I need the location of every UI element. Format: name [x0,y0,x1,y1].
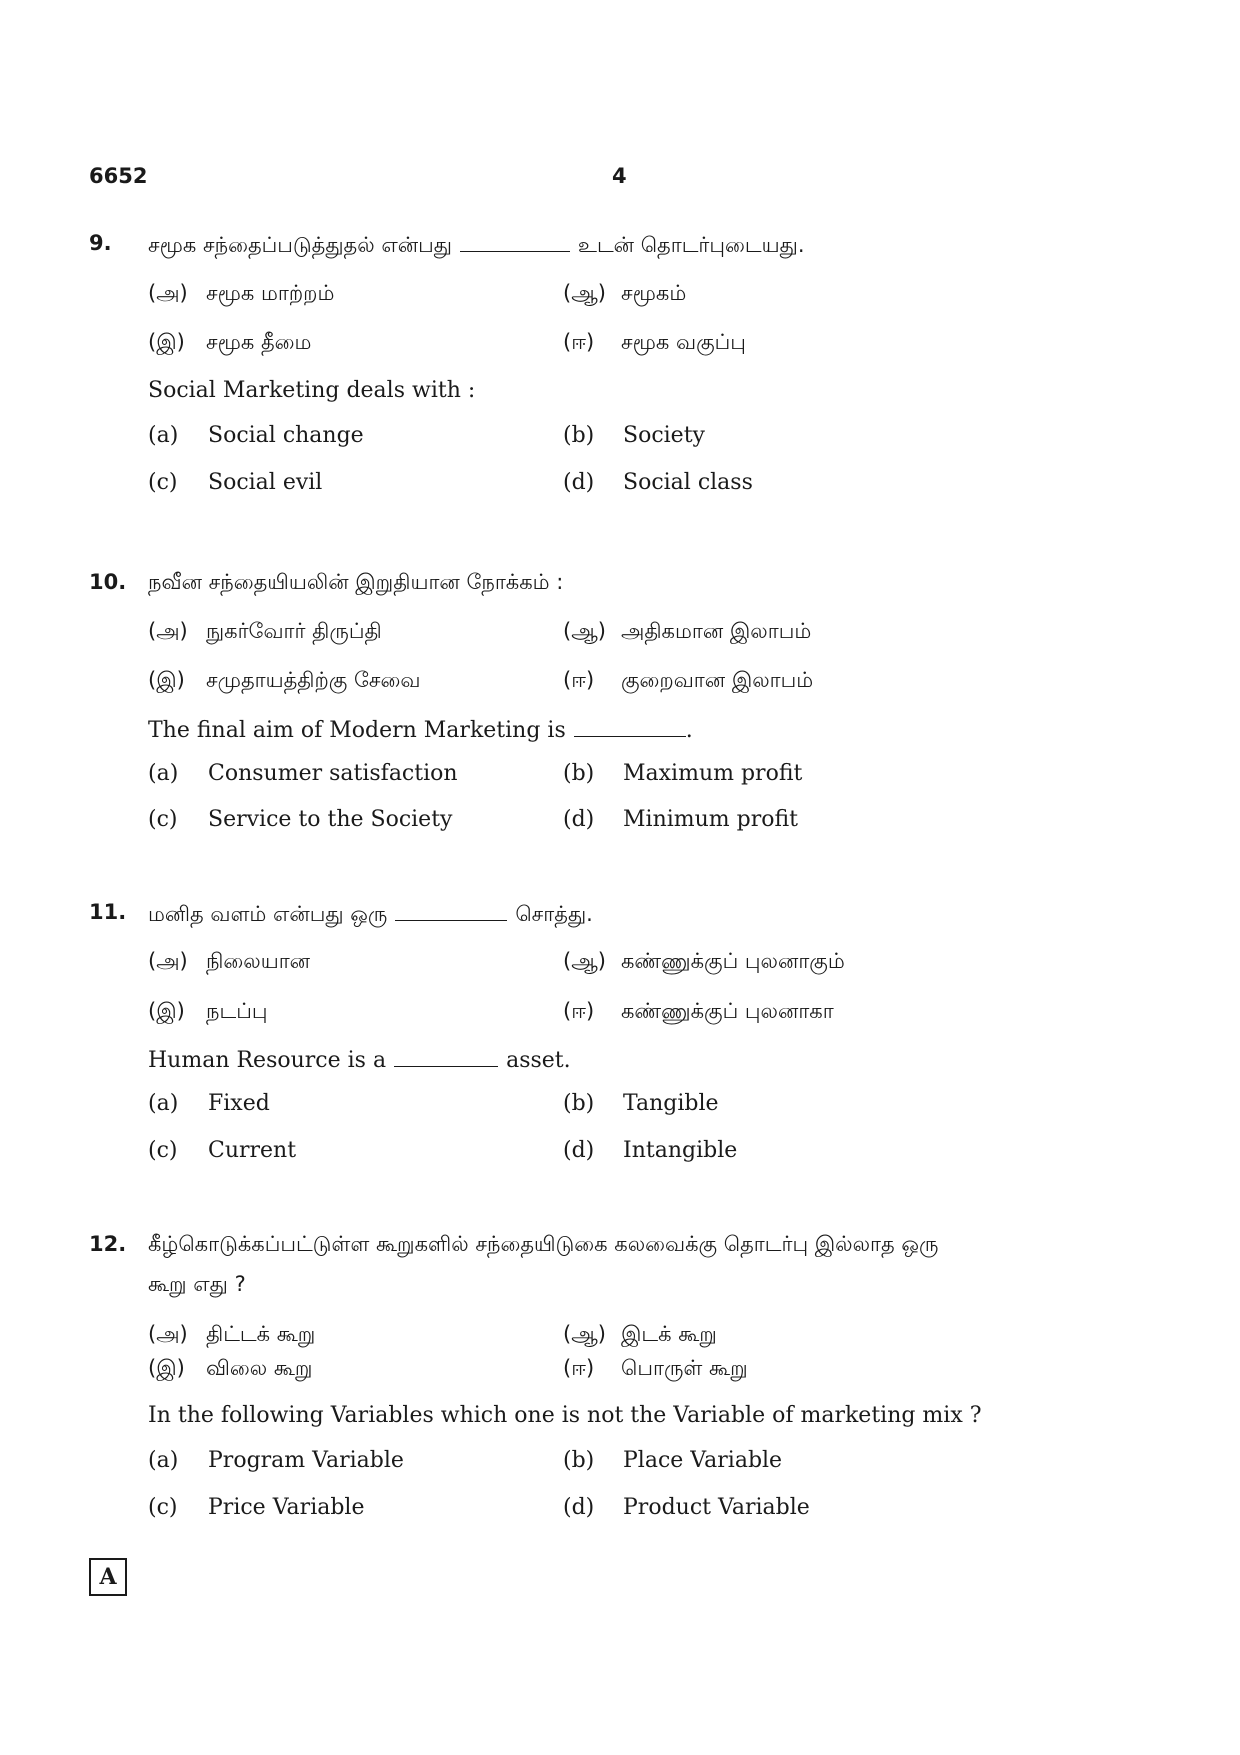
option-english: (b) Place Variable [563,1448,783,1473]
question-number: 10. [89,570,127,594]
paper-code: 6652 [89,164,148,188]
question-number: 12. [89,1232,127,1256]
option-tamil: (ஈ) கண்ணுக்குப் புலனாகா [563,999,834,1023]
option-english: (b) Maximum profit [563,761,803,786]
question-stem-english: The final aim of Modern Marketing is . [148,718,693,743]
option-english: (a) Consumer satisfaction [148,761,458,786]
answer-blank [395,900,507,921]
option-english: (d) Product Variable [563,1495,810,1520]
option-tamil: (அ) சமூக மாற்றம் [148,281,335,305]
answer-blank [574,716,686,737]
option-english: (b) Tangible [563,1091,719,1116]
answer-blank [460,231,570,252]
booklet-series-box: A [89,1558,127,1596]
option-english: (a) Social change [148,423,364,448]
option-tamil: (ஈ) குறைவான இலாபம் [563,668,814,692]
question-number: 9. [89,231,112,255]
option-english: (a) Program Variable [148,1448,404,1473]
question-stem-english: Social Marketing deals with : [148,378,476,403]
question-stem-tamil: மனித வளம் என்பது ஒரு சொத்து. [148,902,593,926]
option-tamil: (ஆ) கண்ணுக்குப் புலனாகும் [563,949,845,973]
option-tamil: (ஆ) சமூகம் [563,281,687,305]
option-tamil: (ஆ) இடக் கூறு [563,1322,717,1346]
question-number: 11. [89,900,127,924]
option-tamil: (இ) சமுதாயத்திற்கு சேவை [148,668,421,692]
option-english: (d) Minimum profit [563,807,799,832]
question-stem-tamil: சமூக சந்தைப்படுத்துதல் என்பது உடன் தொடர்புடையது. [148,233,805,257]
option-english: (c) Social evil [148,470,323,495]
option-tamil: (இ) நடப்பு [148,999,268,1023]
option-english: (c) Current [148,1138,297,1163]
option-english: (c) Price Variable [148,1495,365,1520]
question-stem-english: In the following Variables which one is not the Variable of marketing mix ? [148,1403,982,1428]
option-english: (d) Social class [563,470,753,495]
option-tamil: (அ) திட்டக் கூறு [148,1322,316,1346]
option-tamil: (ஈ) சமூக வகுப்பு [563,330,746,354]
option-tamil: (அ) நிலையான [148,949,311,973]
option-tamil: (இ) சமூக தீமை [148,330,312,354]
option-tamil: (ஈ) பொருள் கூறு [563,1356,748,1380]
question-stem-tamil: கீழ்கொடுக்கப்பட்டுள்ள கூறுகளில் சந்தையிடுகை கலவைக்கு தொடர்பு இல்லாத ஒரு [148,1232,939,1256]
option-english: (b) Society [563,423,705,448]
question-stem-tamil: நவீன சந்தையியலின் இறுதியான நோக்கம் : [148,570,564,594]
question-stem-english: Human Resource is a asset. [148,1048,571,1073]
page-header [0,164,1240,198]
option-english: (c) Service to the Society [148,807,453,832]
page-number: 4 [612,164,627,188]
option-english: (d) Intangible [563,1138,738,1163]
option-tamil: (அ) நுகர்வோர் திருப்தி [148,619,382,643]
answer-blank [394,1046,498,1067]
option-english: (a) Fixed [148,1091,270,1116]
option-tamil: (இ) விலை கூறு [148,1356,313,1380]
question-stem-tamil-cont: கூறு எது ? [148,1272,246,1296]
option-tamil: (ஆ) அதிகமான இலாபம் [563,619,812,643]
